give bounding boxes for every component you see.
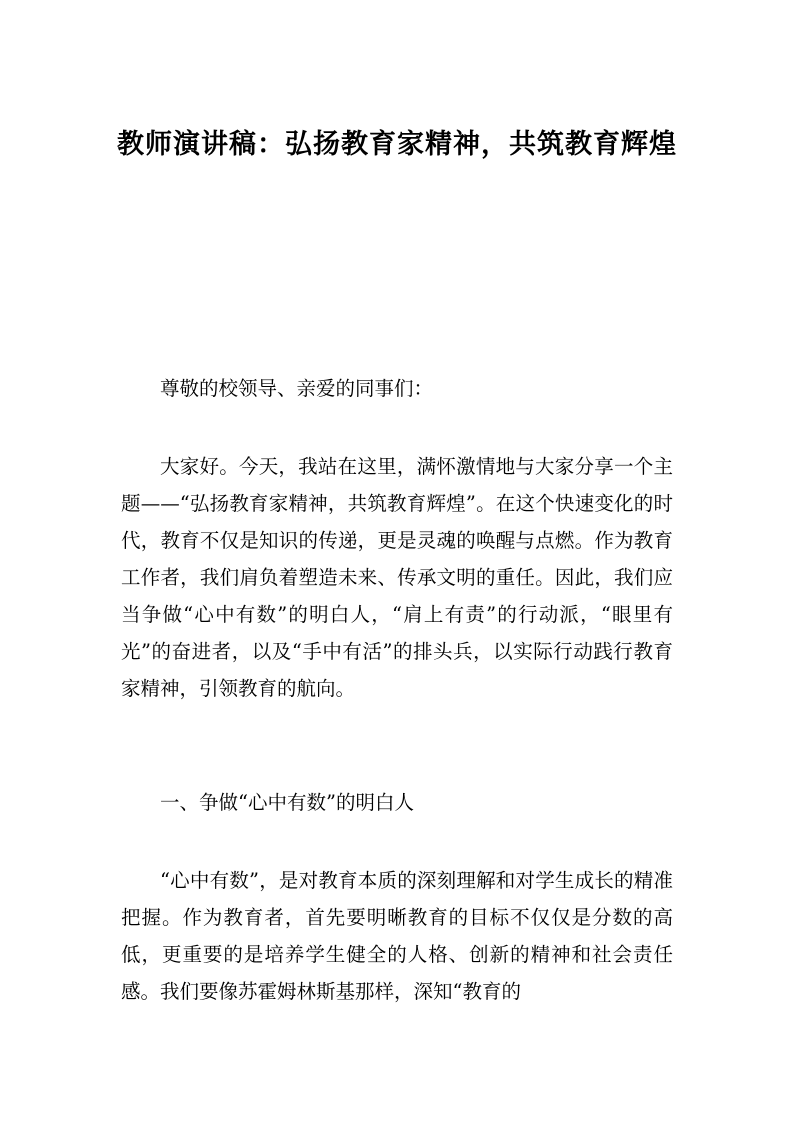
section-heading: 一、争做“心中有数”的明白人 [160, 791, 414, 814]
opening-paragraph: 大家好。今天，我站在这里，满怀激情地与大家分享一个主题——“弘扬教育家精神，共筑教育辉煌”。在这个快速变化的时代，教育不仅是知识的传递，更是灵魂的唤醒与点燃。作为教育工作者，我们肩负着塑造未来、传承文明的重任。因此，我们应当争做“心中有数”的明白人，“肩上有责”的行动派，“眼里有光”的奋进者，以及“手中有活”的排头兵，以实际行动践行教育家精神，引领教育的航向。 [121, 455, 673, 700]
document-title: 教师演讲稿：弘扬教育家精神，共筑教育辉煌 [117, 129, 677, 160]
salutation: 尊敬的校领导、亲爱的同事们： [160, 377, 434, 400]
section-paragraph: “心中有数”，是对教育本质的深刻理解和对学生成长的精准把握。作为教育者，首先要明晰教育的目标不仅仅是分数的高低，更重要的是培养学生健全的人格、创新的精神和社会责任感。我们要像苏霍姆林斯基那样，深知“教育的 [121, 869, 673, 1003]
